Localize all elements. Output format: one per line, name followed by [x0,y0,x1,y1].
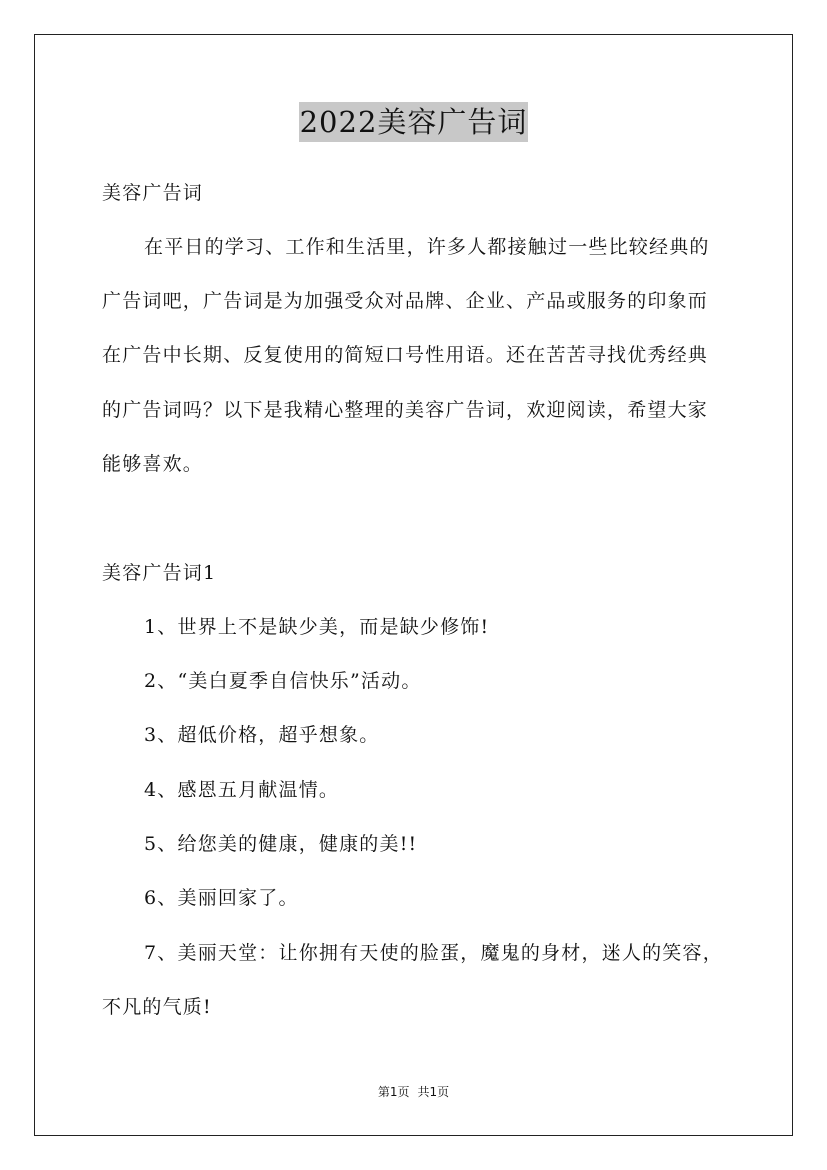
intro-line: 广告词吧，广告词是为加强受众对品牌、企业、产品或服务的印象而 [102,290,709,312]
list-item: 5、给您美的健康，健康的美!! [144,833,418,855]
list-item: 3、超低价格，超乎想象。 [144,724,380,746]
list-item: 4、感恩五月献温情。 [144,779,340,801]
intro-line: 在广告中长期、反复使用的简短口号性用语。还在苦苦寻找优秀经典 [102,344,709,366]
intro-line: 能够喜欢。 [102,453,204,475]
document-title: 2022美容广告词 [299,102,529,142]
intro-line: 在平日的学习、工作和生活里，许多人都接触过一些比较经典的 [144,236,710,258]
page-total: 共1页 [417,1085,450,1099]
section-title: 美容广告词1 [102,562,217,584]
page-number: 第1页 [377,1085,410,1099]
document-heading: 美容广告词 [102,182,204,204]
page-footer [0,1083,827,1101]
list-item: 1、世界上不是缺少美，而是缺少修饰! [144,616,490,638]
title-container [0,102,827,142]
intro-line: 的广告词吗？以下是我精心整理的美容广告词，欢迎阅读，希望大家 [102,399,709,421]
list-item-continuation: 不凡的气质! [102,996,212,1018]
list-item: 2、“美白夏季自信快乐”活动。 [144,670,422,692]
list-item: 6、美丽回家了。 [144,887,299,909]
list-item: 7、美丽天堂：让你拥有天使的脸蛋，魔鬼的身材，迷人的笑容， [144,942,723,964]
